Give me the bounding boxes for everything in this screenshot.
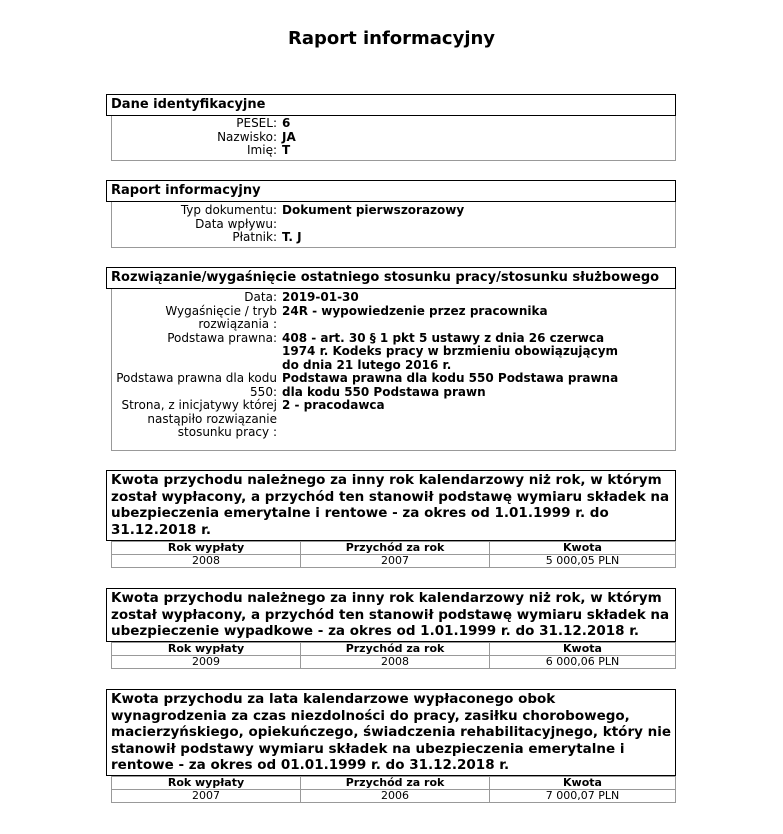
field-row-legal-basis (112, 332, 675, 373)
field-value: T. J (282, 230, 302, 244)
field-row-pesel (112, 117, 675, 131)
column-header: Przychód za rok (301, 643, 490, 656)
field-value: 6 (282, 116, 291, 130)
field-row-payer (112, 231, 675, 245)
field-row-legal-basis-550 (112, 372, 675, 399)
field-row-doc-type (112, 204, 675, 218)
table-cell: 6 000,06 PLN (490, 656, 676, 669)
page-title: Raport informacyjny (287, 28, 496, 49)
field-label: Data wpływu: (195, 216, 277, 231)
table-cell: 2009 (112, 656, 301, 669)
field-row-surname (112, 131, 675, 145)
column-header: Przychód za rok (301, 777, 490, 790)
section-header-termination: Rozwiązanie/wygaśnięcie ostatniego stosunku pracy/stosunku służbowego (106, 267, 676, 289)
table-cell: 2008 (112, 555, 301, 568)
field-value: Dokument pierwszorazowy (282, 203, 465, 217)
table-cell: 2007 (301, 555, 490, 568)
column-header: Przychód za rok (301, 542, 490, 555)
column-header: Rok wypłaty (112, 777, 301, 790)
table-cell: 5 000,05 PLN (490, 555, 676, 568)
income-pension-table (111, 541, 676, 568)
report-panel (111, 202, 676, 248)
field-label: Wygaśnięcie / tryb rozwiązania : (165, 303, 277, 331)
field-row-name (112, 144, 675, 158)
column-header: Kwota (490, 643, 676, 656)
column-header: Rok wypłaty (112, 643, 301, 656)
field-row-date-received (112, 218, 675, 232)
termination-panel (111, 289, 676, 451)
identification-panel (111, 116, 676, 161)
income-sickness-table (111, 776, 676, 803)
table-row (112, 656, 676, 669)
table-row (112, 790, 676, 803)
section-header-income-pension: Kwota przychodu należnego za inny rok kalendarzowy niż rok, w którym został wypłacony, a przychód ten stanowił podstawę wymiaru składek na ubezpieczenia emerytalne i rentowe - za okres od 1.01.1999 r. do 31.12.2018 r. (106, 470, 676, 541)
field-value: Podstawa prawna dla kodu 550 Podstawa prawna dla kodu 550 Podstawa prawn (282, 371, 619, 399)
field-label: Podstawa prawna: (167, 330, 277, 345)
table-header-row (112, 542, 676, 555)
field-row-mode (112, 305, 675, 332)
field-value: JA (282, 129, 296, 144)
income-accident-table (111, 642, 676, 669)
field-value (282, 218, 675, 232)
section-header-identification: Dane identyfikacyjne (106, 94, 676, 116)
table-cell: 2006 (301, 790, 490, 803)
table-header-row (112, 777, 676, 790)
table-header-row (112, 643, 676, 656)
section-header-report: Raport informacyjny (106, 180, 676, 202)
column-header: Kwota (490, 542, 676, 555)
field-label: Strona, z inicjatywy której nastąpiło rozwiązanie stosunku pracy : (121, 398, 277, 439)
table-cell: 2008 (301, 656, 490, 669)
field-value: 2019-01-30 (282, 290, 359, 304)
table-cell: 7 000,07 PLN (490, 790, 676, 803)
field-row-date (112, 291, 675, 305)
section-header-income-accident: Kwota przychodu należnego za inny rok kalendarzowy niż rok, w którym został wypłacony, a przychód ten stanowił podstawę wymiaru składek na ubezpieczenie wypadkowe - za okres od 1.01.1999 r. do 31.12.2018 r. (106, 588, 676, 642)
field-label: Imię: (247, 143, 277, 157)
field-label: Podstawa prawna dla kodu 550: (116, 371, 277, 399)
table-cell: 2007 (112, 790, 301, 803)
field-label: Nazwisko: (217, 129, 277, 144)
field-value: 408 - art. 30 § 1 pkt 5 ustawy z dnia 26 czerwca 1974 r. Kodeks pracy w brzmieniu obowiązującym do dnia 21 lutego 2016 r. (282, 330, 619, 372)
section-header-income-sickness: Kwota przychodu za lata kalendarzowe wypłaconego obok wynagrodzenia za czas niezdolności do pracy, zasiłku chorobowego, macierzyńskiego, opiekuńczego, świadczenia rehabilitacyjnego, który nie stanowił podstawy wymiaru składek na ubezpieczenia emerytalne i rentowe - za okres od 01.01.1999 r. do 31.12.2018 r. (106, 689, 676, 776)
field-label: Płatnik: (232, 230, 277, 244)
field-value: 2 - pracodawca (282, 398, 385, 412)
field-label: PESEL: (236, 116, 277, 130)
table-row (112, 555, 676, 568)
field-value: T (282, 143, 291, 157)
column-header: Rok wypłaty (112, 542, 301, 555)
field-label: Typ dokumentu: (180, 203, 277, 217)
field-row-initiator (112, 399, 675, 440)
field-label: Data: (244, 290, 277, 304)
field-value: 24R - wypowiedzenie przez pracownika (282, 303, 548, 318)
column-header: Kwota (490, 777, 676, 790)
